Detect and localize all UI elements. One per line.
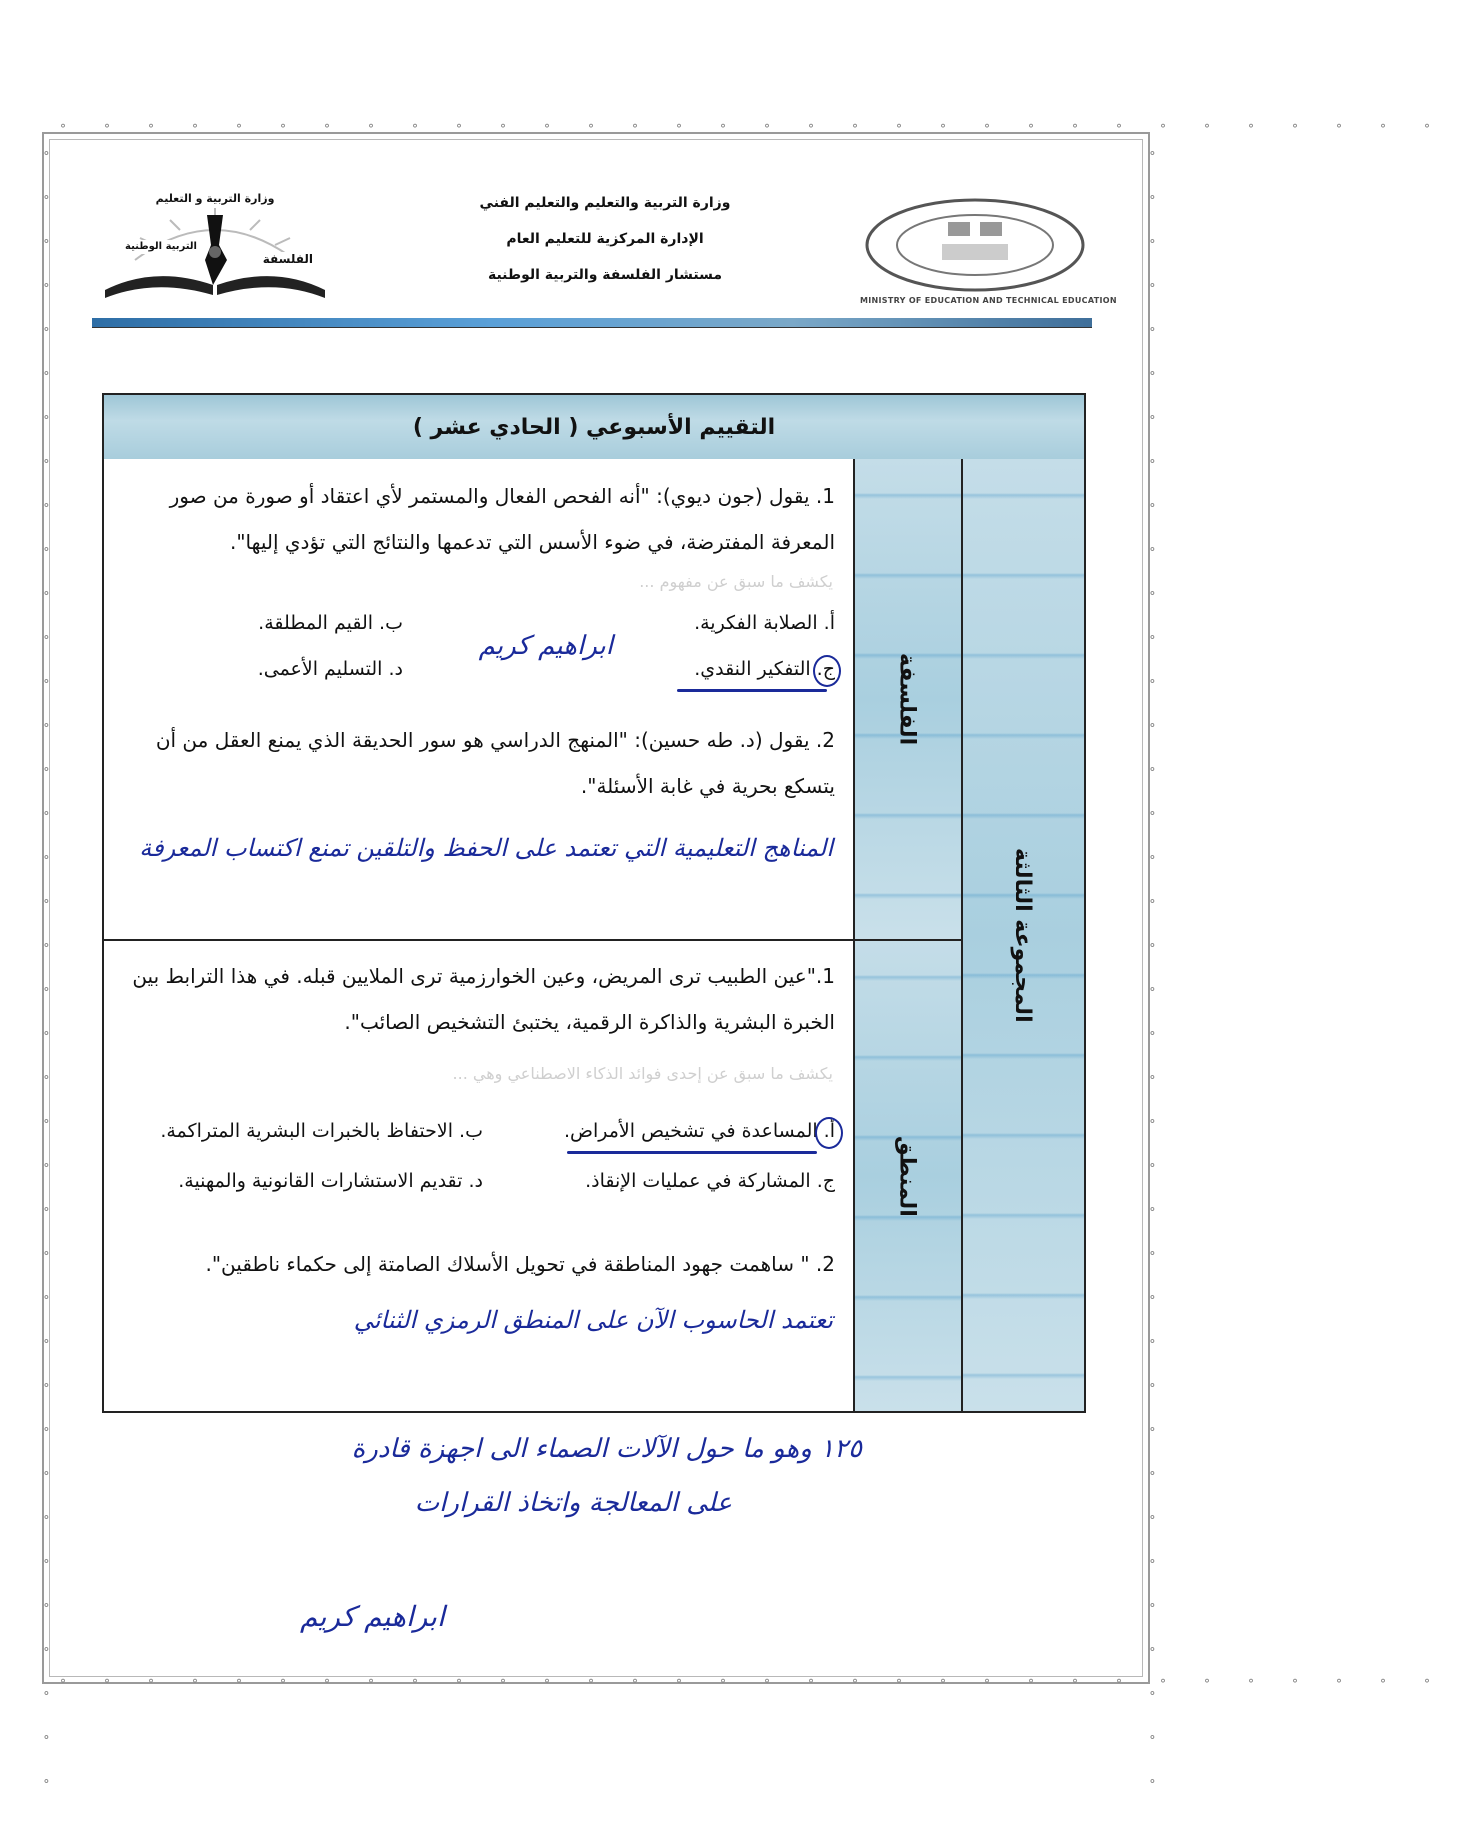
- handwritten-answer-logic-2-line-1: تعتمد الحاسوب الآن على المنطق الرمزي الثنائي: [353, 1306, 833, 1334]
- option-phil-1-d[interactable]: د. التسليم الأعمى.: [257, 658, 403, 680]
- selected-circle-mark: [813, 655, 841, 687]
- selected-underline-mark: [567, 1151, 817, 1154]
- handwritten-signature-phil: ابراهيم كريم: [478, 631, 613, 661]
- border-ornament-bottom: °°°°°°°°°°°°°°°°°°°°°°°°°°°°°°°°: [60, 1677, 1468, 1691]
- subject-label-philosophy: الفلسفة: [894, 652, 920, 746]
- header-divider-bar: [92, 318, 1092, 328]
- handwritten-answer-logic-2-line-3: على المعالجة واتخاذ القرارات: [414, 1488, 732, 1518]
- footer-handwritten-signature: ابراهيم كريم: [300, 1600, 445, 1633]
- option-phil-1-b[interactable]: ب. القيم المطلقة.: [258, 612, 403, 634]
- option-logic-1-c[interactable]: ج. المشاركة في عمليات الإنقاذ.: [585, 1170, 835, 1192]
- subject-label-logic: المنطق: [894, 1135, 920, 1217]
- option-logic-1-b[interactable]: ب. الاحتفاظ بالخبرات البشرية المتراكمة.: [160, 1120, 483, 1142]
- border-ornament-right: °°°°°°°°°°°°°°°°°°°°°°°°°°°°°°°°°°°°°°: [1142, 150, 1156, 1822]
- border-ornament-top: °°°°°°°°°°°°°°°°°°°°°°°°°°°°°°°°: [60, 122, 1468, 136]
- header-titles: [420, 185, 790, 293]
- option-phil-1-a[interactable]: أ. الصلابة الفكرية.: [694, 612, 835, 634]
- option-logic-1-a[interactable]: أ. المساعدة في تشخيص الأمراض.: [563, 1120, 835, 1142]
- seal-text: MINISTRY OF EDUCATION AND TECHNICAL EDUCATION: [860, 296, 1117, 305]
- option-logic-1-d[interactable]: د. تقديم الاستشارات القانونية والمهنية.: [178, 1170, 483, 1192]
- group-cell: [961, 459, 1086, 1413]
- selected-circle-mark: [815, 1117, 843, 1149]
- question-logic-2: 2. " ساهمت جهود المناطقة في تحويل الأسلاك الصامتة إلى حكماء ناطقين".: [205, 1252, 835, 1276]
- question-phil-1: 1. يقول (جون ديوي): "أنه الفحص الفعال والمستمر لأي اعتقاد أو صورة من صور المعرفة المفترضة، في ضوء الأسس التي تدعمها والنتائج التي تؤدي إليها".: [169, 484, 835, 554]
- assessment-title: التقييم الأسبوعي ( الحادي عشر ): [412, 414, 776, 440]
- faint-prompt-phil-1: يكشف ما سبق عن مفهوم ...: [639, 572, 833, 591]
- section-logic: [102, 939, 855, 1413]
- logo-title-text: وزارة التربية و التعليم: [125, 192, 305, 205]
- philosophy-logo: [95, 190, 335, 305]
- question-phil-2: 2. يقول (د. طه حسين): "المنهج الدراسي هو سور الحديقة الذي يمنع العقل من أن يتسكع بحرية في غابة الأسئلة".: [155, 728, 835, 798]
- logo-book-left-text: التربية الوطنية: [125, 241, 197, 252]
- advisor-line: مستشار الفلسفة والتربية الوطنية: [487, 267, 723, 283]
- faint-prompt-logic-1: يكشف ما سبق عن إحدى فوائد الذكاء الاصطناعي وهي ...: [452, 1064, 833, 1083]
- option-phil-1-c[interactable]: ج. التفكير النقدي.: [694, 658, 835, 680]
- selected-underline-mark: [677, 689, 827, 692]
- border-ornament-left: °°°°°°°°°°°°°°°°°°°°°°°°°°°°°°°°°°°°°°: [36, 150, 50, 1822]
- handwritten-answer-logic-2-line-2: ١٢٥ وهو ما حول الآلات الصماء الى اجهزة قادرة: [351, 1434, 862, 1464]
- ministry-line: وزارة التربية والتعليم والتعليم الفني: [479, 195, 731, 211]
- subject-cell-logic: [853, 939, 963, 1413]
- department-line: الإدارة المركزية للتعليم العام: [506, 231, 704, 247]
- logo-book-right-text: الفلسفة: [262, 252, 313, 266]
- question-logic-1: 1."عين الطبيب ترى المريض، وعين الخوارزمية ترى الملايين قبله. في هذا الترابط بين الخبرة البشرية والذاكرة الرقمية، يختبئ التشخيص الصائب".: [132, 964, 835, 1034]
- assessment-title-row: [102, 393, 1086, 461]
- subject-cell-philosophy: [853, 459, 963, 941]
- handwritten-answer-phil-2: المناهج التعليمية التي تعتمد على الحفظ والتلقين تمنع اكتساب المعرفة: [139, 834, 833, 862]
- group-label: المجموعة الثالثة: [1010, 847, 1035, 1023]
- ministry-seal: [860, 196, 1117, 308]
- section-philosophy: [102, 459, 855, 941]
